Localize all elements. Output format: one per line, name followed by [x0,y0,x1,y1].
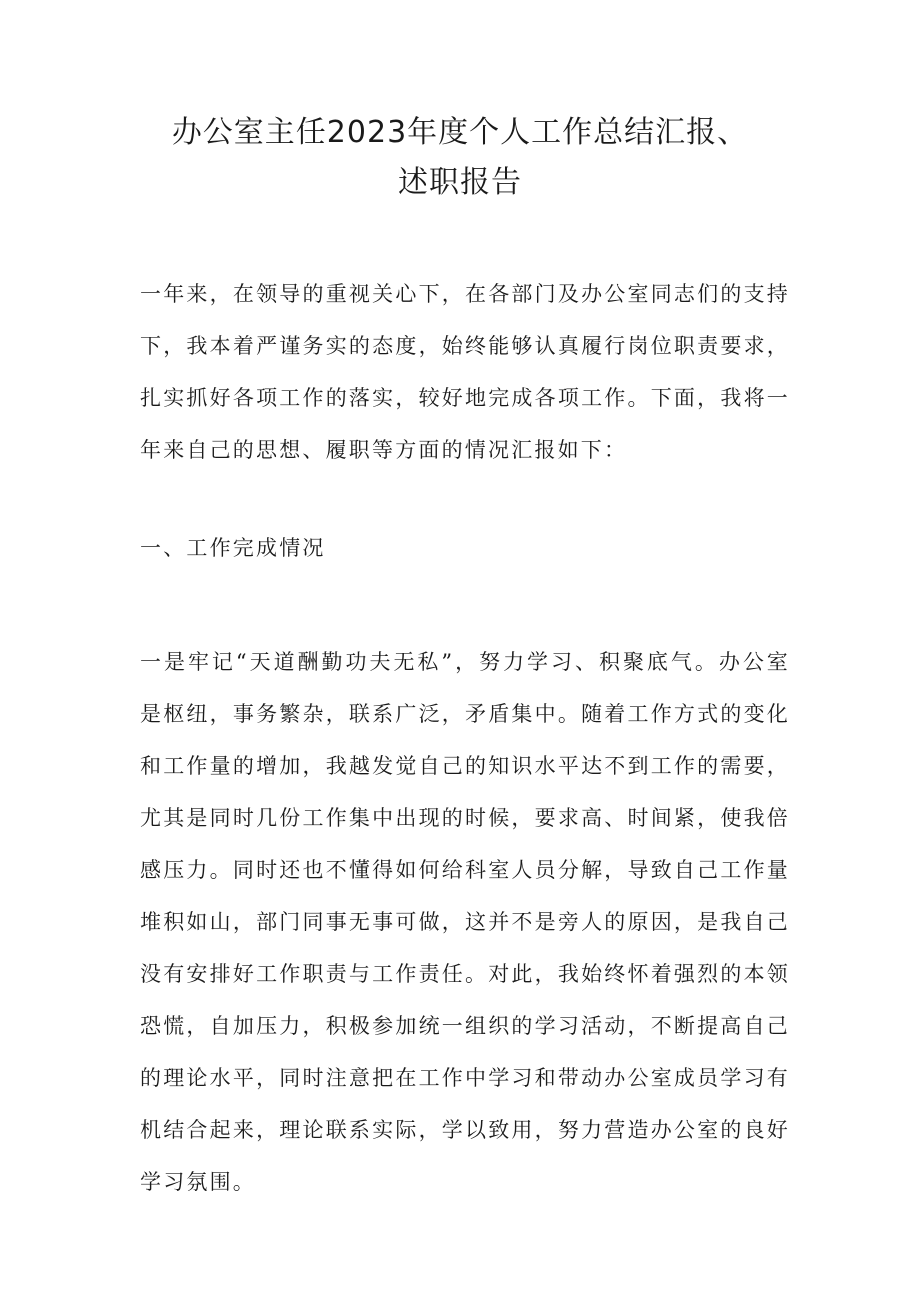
section-heading-work-completion: 一、工作完成情况 [140,536,326,560]
section-1-paragraph-1: 一是牢记“天道酬勤功夫无私”，努力学习、积聚底气。办公室是枢纽，事务繁杂，联系广泛，矛盾集中。随着工作方式的变化和工作量的增加，我越发觉自己的知识水平达不到工作的需要，尤其是同时几份工作集中出现的时候，要求高、时间紧，使我倍感压力。同时还也不懂得如何给科室人员分解，导致自己工作量堆积如山，部门同事无事可做，这并不是旁人的原因，是我自己没有安排好工作职责与工作责任。对此，我始终怀着强烈的本领恐慌，自加压力，积极参加统一组织的学习活动，不断提高自己的理论水平，同时注意把在工作中学习和带动办公室成员学习有机结合起来，理论联系实际，学以致用，努力营造办公室的良好学习氛围。 [140,650,790,1194]
document-title-line-2: 述职报告 [398,165,522,200]
intro-paragraph: 一年来，在领导的重视关心下，在各部门及办公室同志们的支持下，我本着严谨务实的态度，始终能够认真履行岗位职责要求，扎实抓好各项工作的落实，较好地完成各项工作。下面，我将一年来自己的思想、履职等方面的情况汇报如下： [140,282,790,462]
document-title-line-1: 办公室主任2023年度个人工作总结汇报、 [171,115,749,150]
